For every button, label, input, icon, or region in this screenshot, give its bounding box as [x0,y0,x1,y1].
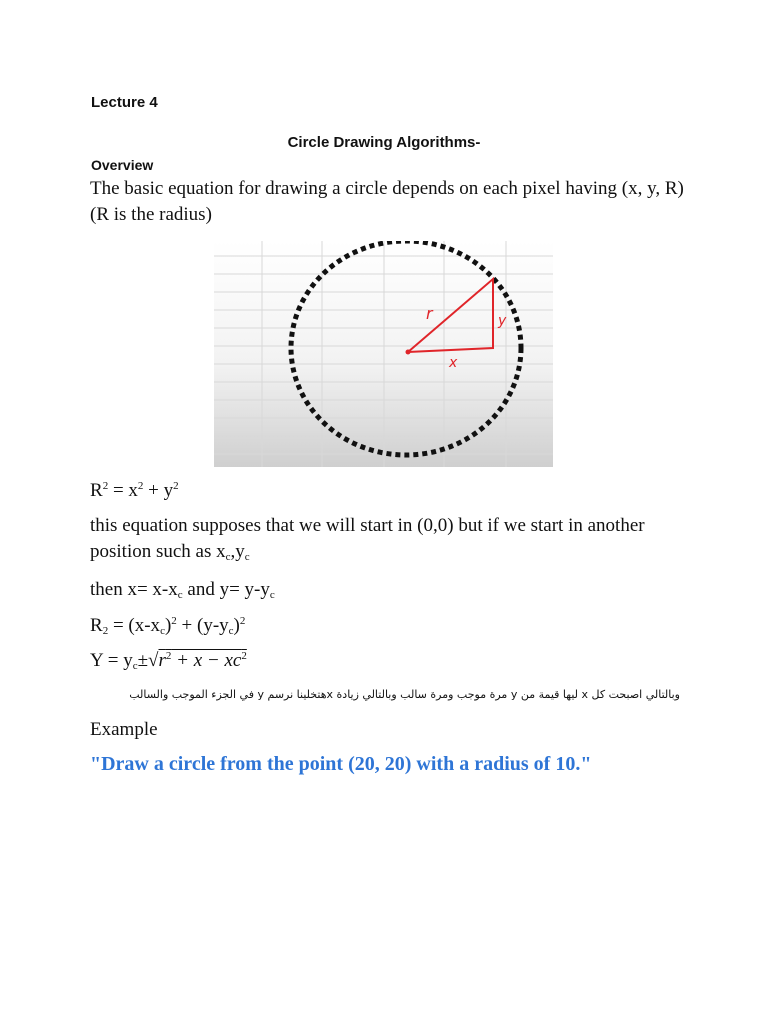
equation-shifted-circle: $R_2 = (x-x_c)^2 + (y-y_c)^2$ [90,615,246,637]
lecture-heading: Lecture 4 [91,94,158,111]
example-heading: Example [90,719,158,740]
arabic-note: وبالتالي اصبحت كل x ليها قيمة من y مرة موجب ومرة سالب وبالتالي زيادة xهتخلينا نرسم y في الجزء الموجب والسالب [129,688,680,701]
section-heading: Overview [91,157,154,173]
y-label: y [498,313,507,329]
equation-offset: then $x= x-x_c$ and $y= y-y_c$ [90,579,275,601]
circle-figure [214,241,553,467]
equation-y-solve: $Y = y_c\pm√r^2 + x - xc^2$ [90,650,247,672]
offset-paragraph: this equation supposes that we will start in (0,0) but if we start in another position such as $x_c,y_c$ [90,515,645,563]
title-text: Circle Drawing Algorithms- [287,134,481,151]
r-label: r [426,304,433,323]
center-point [406,350,411,355]
intro-paragraph: The basic equation for drawing a circle depends on each pixel having (x, y, R) (R is the radius) [90,178,684,225]
example-quote: "Draw a circle from the point (20, 20) with a radius of 10." [90,753,592,775]
equation-circle: $R^2 = x^2 + y^2$ [90,480,179,501]
x-label: x [449,355,458,371]
page-title [0,134,768,151]
